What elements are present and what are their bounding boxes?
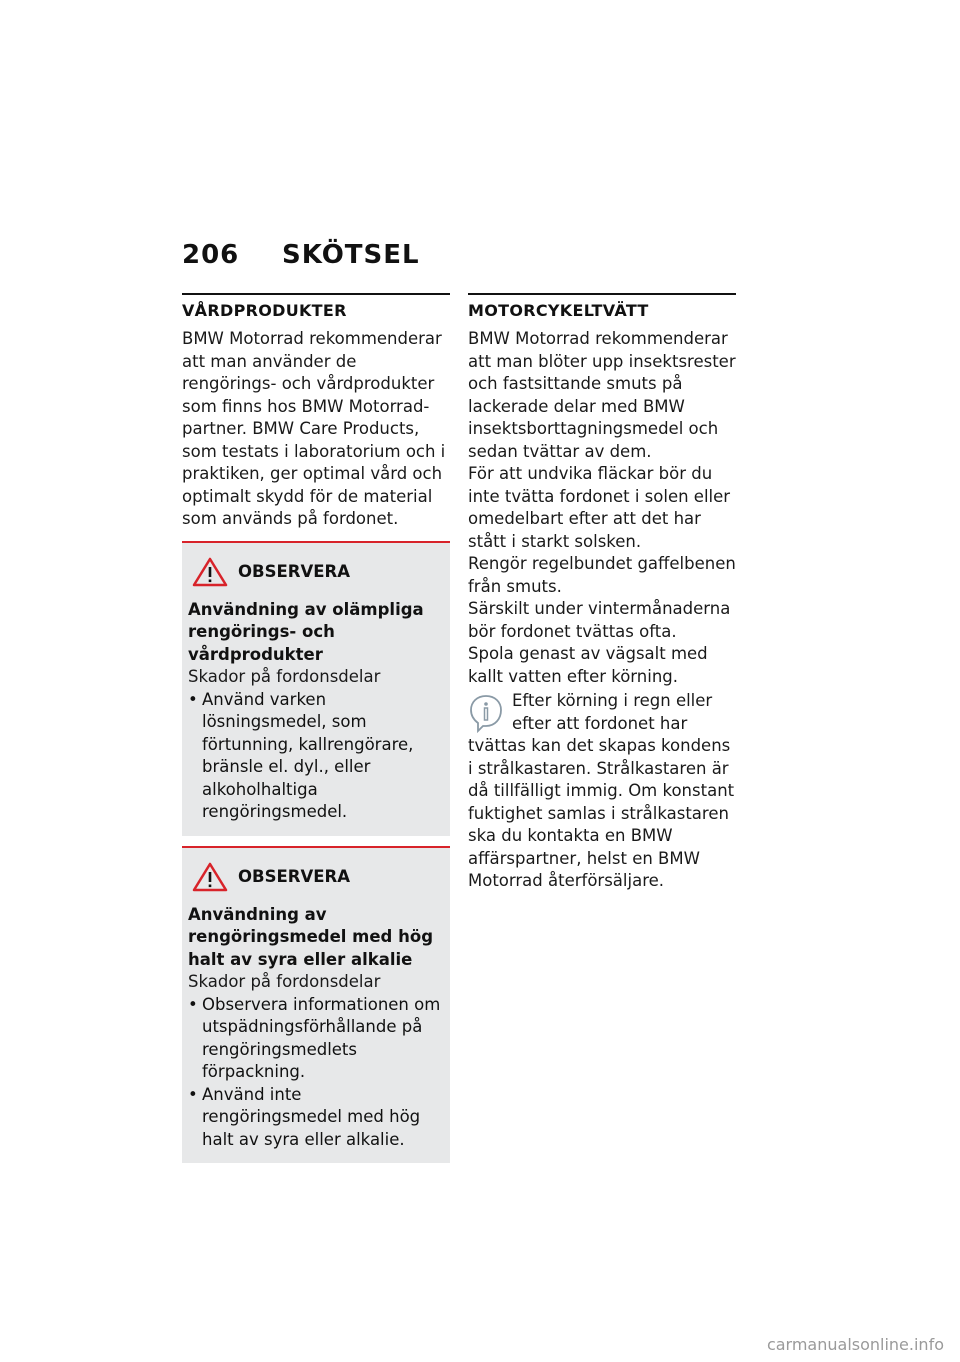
- warning-consequence-1: Skador på fordonsdelar: [188, 667, 381, 686]
- paragraph: Särskilt under vintermånaderna bör fordonet tvättas ofta.: [468, 599, 731, 641]
- left-heading: VÅRDPRODUKTER: [182, 301, 347, 320]
- page-header: [182, 240, 420, 270]
- warning-title-1: OBSERVERA: [238, 562, 350, 581]
- heading-rule: [182, 293, 450, 295]
- page-number: 206: [182, 240, 240, 270]
- watermark: carmanualsonline.info: [766, 1335, 944, 1354]
- paragraph: Spola genast av vägsalt med kallt vatten efter körning.: [468, 644, 708, 686]
- paragraph: Rengör regelbundet gaffelbenen från smuts.: [468, 554, 736, 596]
- warning-bullets-2: [188, 994, 444, 1152]
- warning-subtitle-1: Användning av olämpliga rengörings- och vårdprodukter: [188, 599, 424, 664]
- info-icon: [468, 694, 504, 734]
- warning-header-2: [188, 862, 444, 892]
- warning-header-1: [188, 557, 444, 587]
- warning-triangle-icon: [192, 557, 228, 587]
- warning-triangle-icon: [192, 862, 228, 892]
- warning-title-2: OBSERVERA: [238, 867, 350, 886]
- left-column: [182, 293, 450, 1163]
- right-column: [468, 293, 736, 893]
- bullet-item: • Använd varken lösningsmedel, som förtunning, kallrengörare, bränsle el. dyl., eller alkoholhaltiga rengöringsmedel.: [188, 689, 444, 824]
- paragraph: För att undvika fläckar bör du inte tvätta fordonet i solen eller omedelbart efter att det har stått i starkt solsken.: [468, 464, 731, 551]
- heading-rule: [468, 293, 736, 295]
- warning-consequence-2: Skador på fordonsdelar: [188, 972, 381, 991]
- info-text: Efter körning i regn eller efter att fordonet har tvättas kan det skapas kondens i strålkastaren. Strålkastaren är då tillfälligt immig. Om konstant fuktighet samlas i strålkastaren ska du kontakta en BMW affärspartner, helst en BMW Motorrad återförsäljare.: [468, 691, 735, 890]
- warning-bullets-1: [188, 689, 444, 824]
- warning-box-1: [182, 541, 450, 836]
- paragraph: BMW Motorrad rekommenderar att man blöter upp insektsrester och fastsittande smuts på lackerade delar med BMW insektsborttagningsmedel och sedan tvättar av dem.: [468, 329, 736, 461]
- warning-box-2: [182, 846, 450, 1164]
- section-title: SKÖTSEL: [282, 240, 420, 270]
- left-body: BMW Motorrad rekommenderar att man använder de rengörings- och vårdprodukter som finns hos BMW Motorrad-partner. BMW Care Products, som testats i laboratorium och i praktiken, ger optimal vård och optimalt skydd för de material som används på fordonet.: [182, 329, 446, 528]
- right-heading: MOTORCYKELTVÄTT: [468, 301, 649, 320]
- warning-subtitle-2: Användning av rengöringsmedel med hög halt av syra eller alkalie: [188, 904, 434, 969]
- info-note: [468, 690, 736, 893]
- bullet-item: • Använd inte rengöringsmedel med hög halt av syra eller alkalie.: [188, 1084, 444, 1152]
- bullet-item: • Observera informationen om utspädningsförhållande på rengöringsmedlets förpackning.: [188, 994, 444, 1084]
